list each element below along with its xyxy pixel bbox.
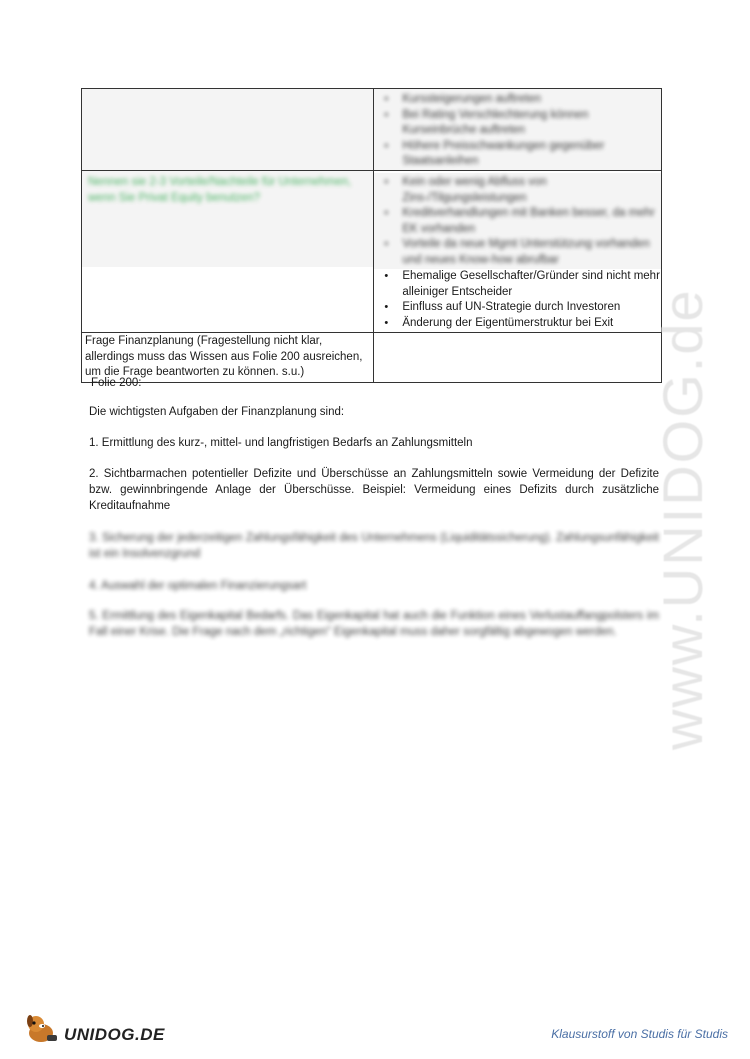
list-item: • Einfluss auf UN-Strategie durch Investoren — [402, 300, 661, 316]
task-item-2: 2. Sichtbarmachen potentieller Defizite und Überschüsse an Zahlungsmitteln sowie Vermeidung der Defizite bzw. gewinnbringende Anlage der Überschüsse. Beispiel: Vermeidung eines Defizits durch zusätzliche Kreditaufnahme — [89, 468, 659, 512]
bullet-list-blurred — [374, 175, 661, 268]
table-cell-left — [82, 171, 374, 333]
logo-text: UNIDOG.DE — [64, 1025, 165, 1044]
bullet-list — [374, 269, 661, 332]
watermark: www.UNIDOG.de — [651, 288, 714, 750]
question-text: Frage Finanzplanung (Fragestellung nicht klar, allerdings muss das Wissen aus Folie 200 ausreichen, um die Frage beantworten zu können. s.u.) — [85, 335, 363, 378]
table-cell-right — [374, 171, 662, 333]
list-item: • Bei Rating Verschlechterung können Kurseinbrüche auftreten — [402, 108, 661, 139]
dog-icon — [22, 1011, 60, 1045]
table-cell-right — [374, 89, 662, 171]
footer-tagline: Klausurstoff von Studis für Studis — [551, 1027, 728, 1041]
task-item-5: 5. Ermittlung des Eigenkapital Bedarfs. Das Eigenkapital hat auch die Funktion eines Verlustauffangpolsters im Fall einer Krise. Die Frage nach dem „richtigen" Eigenkapital muss daher sorgfältig abgewogen werden. — [89, 610, 659, 638]
list-item: • Vorteile da neue Mgmt Unterstützung vorhanden und neues Know-how abrufbar — [402, 237, 661, 268]
table-cell-left — [82, 89, 374, 171]
folie-label: Folie 200: — [91, 377, 142, 389]
question-text: Nennen sie 2-3 Vorteile/Nachteile für Unternehmen, wenn Sie Privat Equity benutzen? — [88, 176, 352, 204]
intro-paragraph: Die wichtigsten Aufgaben der Finanzplanung sind: — [89, 406, 345, 418]
list-item: • Änderung der Eigentümerstruktur bei Exit — [402, 316, 661, 332]
list-item: • Kein oder wenig Abfluss von Zins-/Tilgungsleistungen — [402, 175, 661, 206]
task-item-3: 3. Sicherung der jederzeitigen Zahlungsfähigkeit des Unternehmens (Liquiditätssicherung). Zahlungsunfähigkeit ist ein Insolvenzgrund — [89, 532, 659, 560]
list-item: • Kurssteigerungen auftreten — [402, 92, 661, 108]
table-row — [82, 89, 662, 171]
unidog-logo — [22, 1011, 165, 1045]
task-item-4: 4. Auswahl der optimalen Finanzierungsart — [89, 580, 307, 592]
task-item-1: 1. Ermittlung des kurz-, mittel- und langfristigen Bedarfs an Zahlungsmitteln — [89, 437, 473, 449]
list-item: • Kreditverhandlungen mit Banken besser, da mehr EK vorhanden — [402, 206, 661, 237]
list-item: • Höhere Preisschwankungen gegenüber Staatsanleihen — [402, 139, 661, 170]
bullet-list-blurred — [374, 92, 661, 170]
table-row — [82, 171, 662, 333]
list-item: • Ehemalige Gesellschafter/Gründer sind nicht mehr alleiniger Entscheider — [402, 269, 661, 300]
qa-table — [81, 88, 662, 383]
